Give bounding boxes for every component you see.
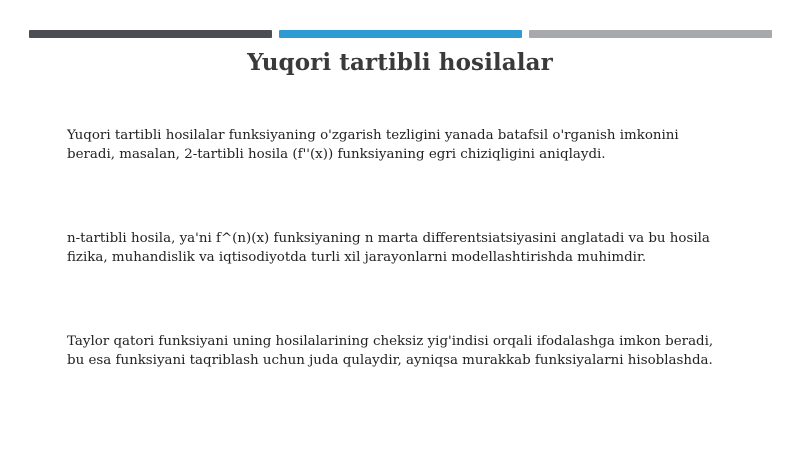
paragraph-line: Yuqori tartibli hosilalar funksiyaning o'zgarish tezligini yanada batafsil o'rganish imkonini [67, 128, 679, 143]
header-accent-bars [29, 30, 772, 38]
accent-bar-dark [29, 30, 272, 38]
paragraph-nth-order-derivative [67, 229, 767, 267]
slide-title: Yuqori tartibli hosilalar [247, 49, 553, 76]
paragraph-line: n-tartibli hosila, ya'ni f^(n)(x) funksiyaning n marta differentsiatsiyasini anglatadi va bu hosila [67, 231, 710, 246]
paragraph-taylor-series [67, 332, 767, 370]
paragraph-higher-order-derivatives [67, 126, 767, 164]
paragraph-line: Taylor qatori funksiyani uning hosilalarining cheksiz yig'indisi orqali ifodalashga imkon beradi, [67, 334, 714, 349]
accent-bar-gray [529, 30, 772, 38]
accent-bar-blue [279, 30, 522, 38]
paragraph-line: beradi, masalan, 2-tartibli hosila (f''(x)) funksiyaning egri chiziqligini aniqlaydi. [67, 147, 606, 162]
paragraph-line: bu esa funksiyani taqriblash uchun juda qulaydir, ayniqsa murakkab funksiyalarni hisoblashda. [67, 353, 713, 368]
paragraph-line: fizika, muhandislik va iqtisodiyotda turli xil jarayonlarni modellashtirishda muhimdir. [67, 250, 647, 265]
